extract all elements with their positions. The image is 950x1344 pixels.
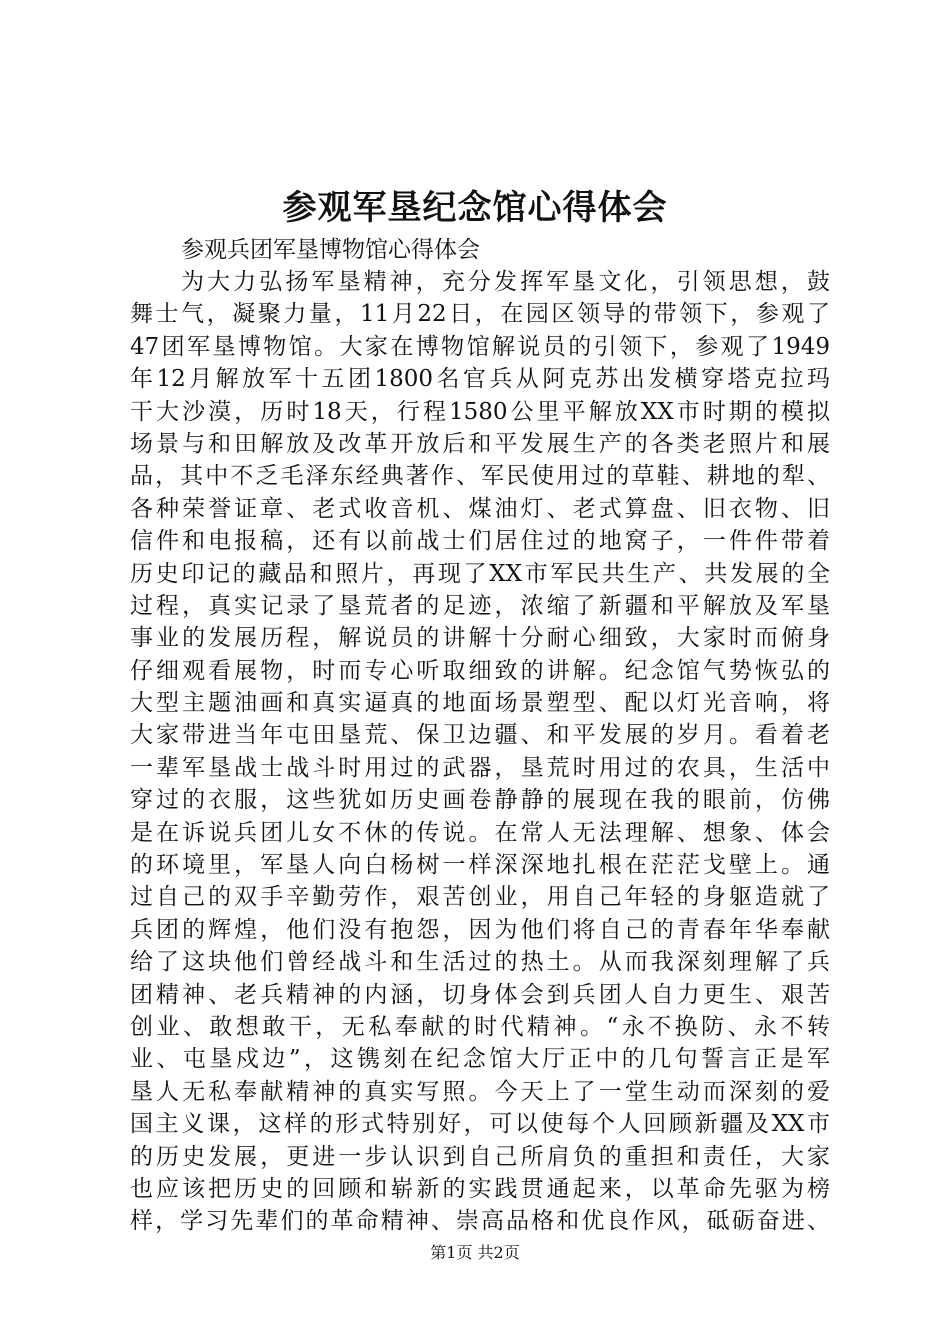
paragraph-line: 穿过的衣服，这些犹如历史画卷静静的展现在我的眼前，仿佛 — [130, 787, 830, 814]
body-paragraph — [130, 266, 830, 1238]
paragraph-line: 各种荣誉证章、老式收音机、煤油灯、老式算盘、旧衣物、旧 — [130, 495, 830, 522]
paragraph-line: 业、屯垦戍边”，这镌刻在纪念馆大厅正中的几句誓言正是军 — [130, 1046, 830, 1073]
paragraph-line: 年12月解放军十五团1800名官兵从阿克苏出发横穿塔克拉玛 — [130, 366, 830, 393]
paragraph-line: 大家带进当年屯田垦荒、保卫边疆、和平发展的岁月。看着老 — [130, 722, 830, 749]
paragraph-line: 的环境里，军垦人向白杨树一样深深地扎根在茫茫戈壁上。通 — [130, 852, 830, 879]
paragraph-line: 垦人无私奉献精神的真实写照。今天上了一堂生动而深刻的爱 — [130, 1078, 830, 1105]
paragraph-line: 大型主题油画和真实逼真的地面场景塑型、配以灯光音响，将 — [130, 690, 830, 717]
page-footer: 第1页 共2页 — [430, 1243, 520, 1262]
paragraph-line: 也应该把历史的回顾和崭新的实践贯通起来，以革命先驱为榜 — [130, 1175, 830, 1202]
paragraph-line: 信件和电报稿，还有以前战士们居住过的地窝子，一件件带着 — [130, 528, 830, 555]
paragraph-line: 场景与和田解放及改革开放后和平发展生产的各类老照片和展 — [130, 430, 830, 457]
paragraph-line: 是在诉说兵团儿女不休的传说。在常人无法理解、想象、体会 — [130, 819, 830, 846]
paragraph-line: 团精神、老兵精神的内涵，切身体会到兵团人自力更生、艰苦 — [130, 981, 830, 1008]
paragraph-line: 一辈军垦战士战斗时用过的武器，垦荒时用过的农具，生活中 — [130, 754, 830, 781]
subtitle: 参观兵团军垦博物馆心得体会 — [181, 237, 480, 263]
paragraph-line: 仔细观看展物，时而专心听取细致的讲解。纪念馆气势恢弘的 — [130, 657, 830, 684]
paragraph-line: 干大沙漠，历时18天，行程1580公里平解放XX市时期的模拟 — [130, 398, 830, 425]
paragraph-line: 事业的发展历程，解说员的讲解十分耐心细致，大家时而俯身 — [130, 625, 830, 652]
paragraph-line: 过程，真实记录了垦荒者的足迹，浓缩了新疆和平解放及军垦 — [130, 592, 830, 619]
paragraph-line: 的历史发展，更进一步认识到自己所肩负的重担和责任，大家 — [130, 1143, 830, 1170]
paragraph-line: 历史印记的藏品和照片，再现了XX市军民共生产、共发展的全 — [130, 560, 830, 587]
paragraph-line: 47团军垦博物馆。大家在博物馆解说员的引领下，参观了1949 — [130, 333, 830, 360]
paragraph-line: 国主义课，这样的形式特别好，可以使每个人回顾新疆及XX市 — [130, 1111, 830, 1138]
paragraph-line: 创业、敢想敢干，无私奉献的时代精神。“永不换防、永不转 — [130, 1013, 830, 1040]
page-title: 参观军垦纪念馆心得体会 — [282, 188, 668, 228]
paragraph-line: 品，其中不乏毛泽东经典著作、军民使用过的草鞋、耕地的犁、 — [130, 463, 830, 490]
paragraph-line: 为大力弘扬军垦精神，充分发挥军垦文化，引领思想，鼓 — [181, 269, 830, 295]
paragraph-line: 给了这块他们曾经战斗和生活过的热土。从而我深刻理解了兵 — [130, 949, 830, 976]
paragraph-line: 样，学习先辈们的革命精神、崇高品格和优良作风，砥砺奋进、 — [130, 1208, 830, 1235]
paragraph-line: 过自己的双手辛勤劳作，艰苦创业，用自己年轻的身躯造就了 — [130, 884, 830, 911]
paragraph-line: 舞士气，凝聚力量，11月22日，在园区领导的带领下，参观了 — [130, 301, 830, 328]
paragraph-line: 兵团的辉煌，他们没有抱怨，因为他们将自己的青春年华奉献 — [130, 916, 830, 943]
